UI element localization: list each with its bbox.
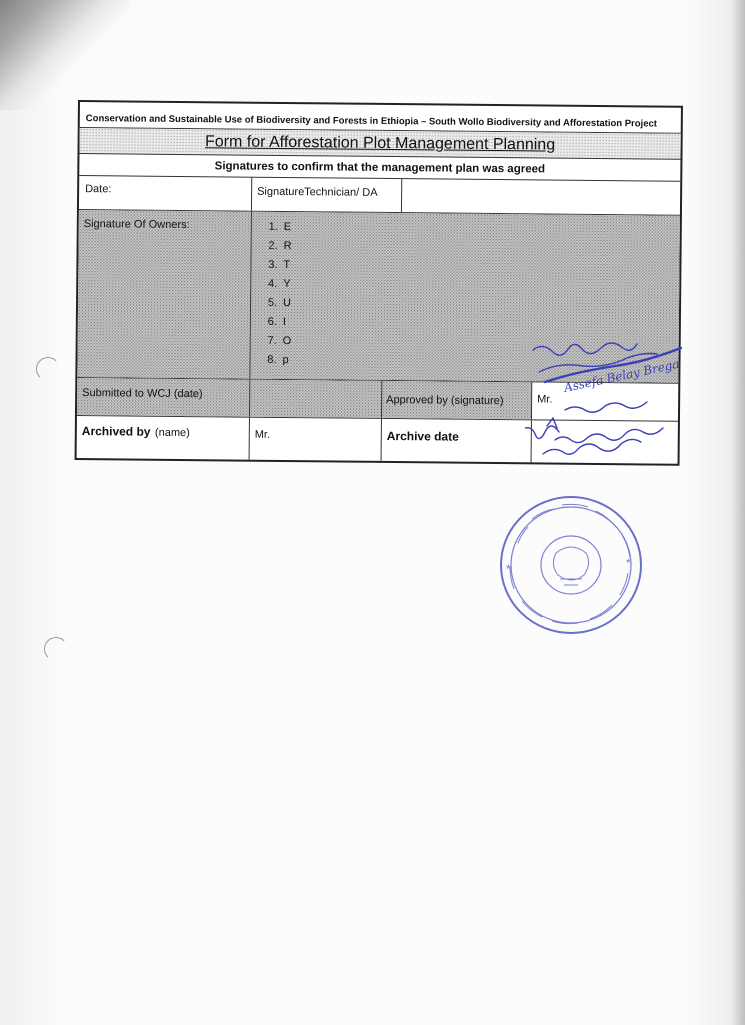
archived-value: Mr.	[254, 428, 271, 441]
signature-name: Assefa Belay Brega	[562, 356, 681, 395]
owner-item: 2. R	[268, 239, 292, 253]
owner-item: 3. T	[268, 258, 291, 272]
form-subtitle: Signatures to confirm that the management plan was agreed	[214, 160, 546, 176]
date-signature-row	[79, 176, 680, 216]
punch-hole	[36, 357, 60, 381]
owner-item: 6. I	[267, 315, 286, 329]
approved-label: Approved by (signature)	[386, 393, 504, 408]
official-stamp	[498, 493, 644, 637]
project-name: Conservation and Sustainable Use of Biodiversity and Forests in Ethiopia – South Wollo Biodiversity and Afforestation Project	[85, 113, 658, 130]
archived-label-suffix: (name)	[154, 426, 190, 440]
archive-date-label: Archive date	[386, 428, 459, 444]
archived-name-field[interactable]	[249, 418, 381, 461]
approved-value: Mr.	[537, 393, 553, 406]
svg-text:*: *	[626, 556, 631, 570]
archived-label: Archived by	[81, 424, 151, 439]
date-label: Date:	[85, 183, 112, 196]
form-title: Form for Afforestation Plot Management Planning	[204, 133, 556, 154]
handwritten-signature	[525, 330, 695, 460]
owners-label: Signature Of Owners:	[83, 218, 190, 232]
punch-hole	[44, 637, 68, 661]
svg-text:*: *	[506, 562, 511, 576]
owners-list	[258, 218, 292, 370]
technician-signature-label: SignatureTechnician/ DA	[257, 185, 378, 199]
owner-item: 1. E	[268, 220, 292, 234]
owner-item: 8. p	[267, 353, 289, 367]
owner-item: 4. Y	[267, 277, 291, 291]
owner-item: 7. O	[267, 334, 292, 348]
scan-shadow-edge	[731, 0, 745, 1025]
scan-shadow-corner	[0, 0, 130, 110]
submitted-label: Submitted to WCJ (date)	[82, 387, 203, 401]
owner-item: 5. U	[267, 296, 292, 310]
submitted-date-field[interactable]	[249, 380, 381, 418]
technician-signature-field[interactable]	[401, 179, 680, 215]
